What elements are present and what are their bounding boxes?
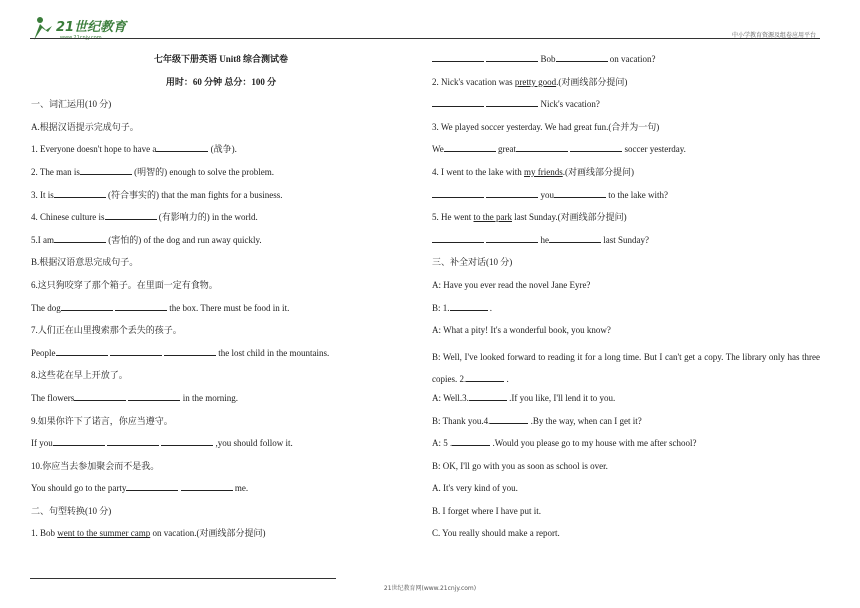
question-5: 5.I am (害怕的) of the dog and run away quickly. (31, 234, 262, 245)
transform-4-answer: you to the lake with? (432, 188, 820, 211)
transform-2-answer: Nick's vacation? (432, 97, 820, 120)
dialogue-line: B: Thank you.4. .By the way, when can I get it? (432, 415, 642, 426)
section-heading: 一、词汇运用(10 分) (31, 99, 112, 110)
transform-2: 2. Nick's vacation was pretty good.(对画线部分提问) (432, 76, 628, 87)
logo-subtext: www.21cnjy.com (60, 35, 102, 41)
transform-3-answer: We great soccer yesterday. (432, 144, 686, 155)
section-heading: 二、句型转换(10 分) (31, 505, 112, 516)
question-10-prompt: 10.你应当去参加聚会而不是我。 (31, 460, 160, 471)
question-8-prompt: 8.这些花在早上开放了。 (31, 370, 128, 381)
question-4: 4. Chinese culture is (有影响力的) in the world. (31, 212, 258, 223)
section-heading: 三、补全对话(10 分) (432, 257, 513, 268)
right-column (432, 52, 820, 549)
transform-5: 5. He went to the park last Sunday.(对画线部分提问) (432, 212, 627, 223)
transform-4: 4. I went to the lake with my friends.(对画线部分提问) (432, 166, 634, 177)
transform-1: 1. Bob went to the summer camp on vacation.(对画线部分提问) (31, 528, 266, 539)
question-8: The flowers in the morning. (31, 392, 238, 403)
dialogue-line: B: Well, I've looked forward to reading it for a long time. But I can't get a copy. The library only has three copies. 2. . (432, 351, 820, 385)
section-instruction: A.根据汉语提示完成句子。 (31, 121, 139, 132)
left-column (31, 52, 411, 549)
option-c: C. You really should make a report. (432, 528, 560, 539)
question-7-prompt: 7.人们正在山里搜索那个丢失的孩子。 (31, 325, 182, 336)
transform-1-answer: Bob on vacation? (432, 52, 820, 75)
exam-subtitle: 用时：60 分钟 总分：100 分 (165, 76, 277, 87)
option-a: A. It's very kind of you. (432, 483, 518, 494)
question-3: 3. It is (符合事实的) that the man fights for a business. (31, 189, 283, 200)
dialogue-line: A: Well.3. .If you like, I'll lend it to you. (432, 392, 616, 403)
dialogue-line: B: OK, I'll go with you as soon as school is over. (432, 460, 608, 471)
footer-text: 21世纪教育网(www.21cnjy.com) (383, 585, 477, 592)
question-2: 2. The man is (明智的) enough to solve the problem. (31, 166, 275, 177)
question-9-prompt: 9.如果你许下了诺言，你应当遵守。 (31, 415, 173, 426)
section-instruction: B.根据汉语意思完成句子。 (31, 257, 139, 268)
option-b: B. I forget where I have put it. (432, 505, 542, 516)
footer-divider (30, 578, 336, 579)
header-divider (30, 38, 820, 39)
transform-3: 3. We played soccer yesterday. We had great fun.(合并为一句) (432, 121, 660, 132)
transform-5-answer: he last Sunday? (432, 233, 820, 256)
question-6-prompt: 6.这只狗咬穿了那个箱子。在里面一定有食物。 (31, 279, 218, 290)
exam-title: 七年级下册英语 Unit8 综合测试卷 (153, 54, 288, 64)
question-6: The dog the box. There must be food in it. (31, 302, 290, 313)
dialogue-line: A: 5 . .Would you please go to my house with me after school? (432, 438, 697, 449)
header-platform-text: 中小学教育资源及组卷应用平台 (731, 32, 816, 39)
logo-text: 21世纪教育 (56, 20, 127, 35)
dialogue-line: A: What a pity! It's a wonderful book, you know? (432, 325, 611, 336)
question-7: People the lost child in the mountains. (31, 347, 330, 358)
question-1: 1. Everyone doesn't hope to have a (战争). (31, 144, 237, 155)
dialogue-line: B: 1. . (432, 302, 493, 313)
question-9: If you ,you should follow it. (31, 438, 293, 449)
question-10: You should go to the party me. (31, 483, 249, 494)
dialogue-line: A: Have you ever read the novel Jane Eyre? (432, 279, 591, 290)
